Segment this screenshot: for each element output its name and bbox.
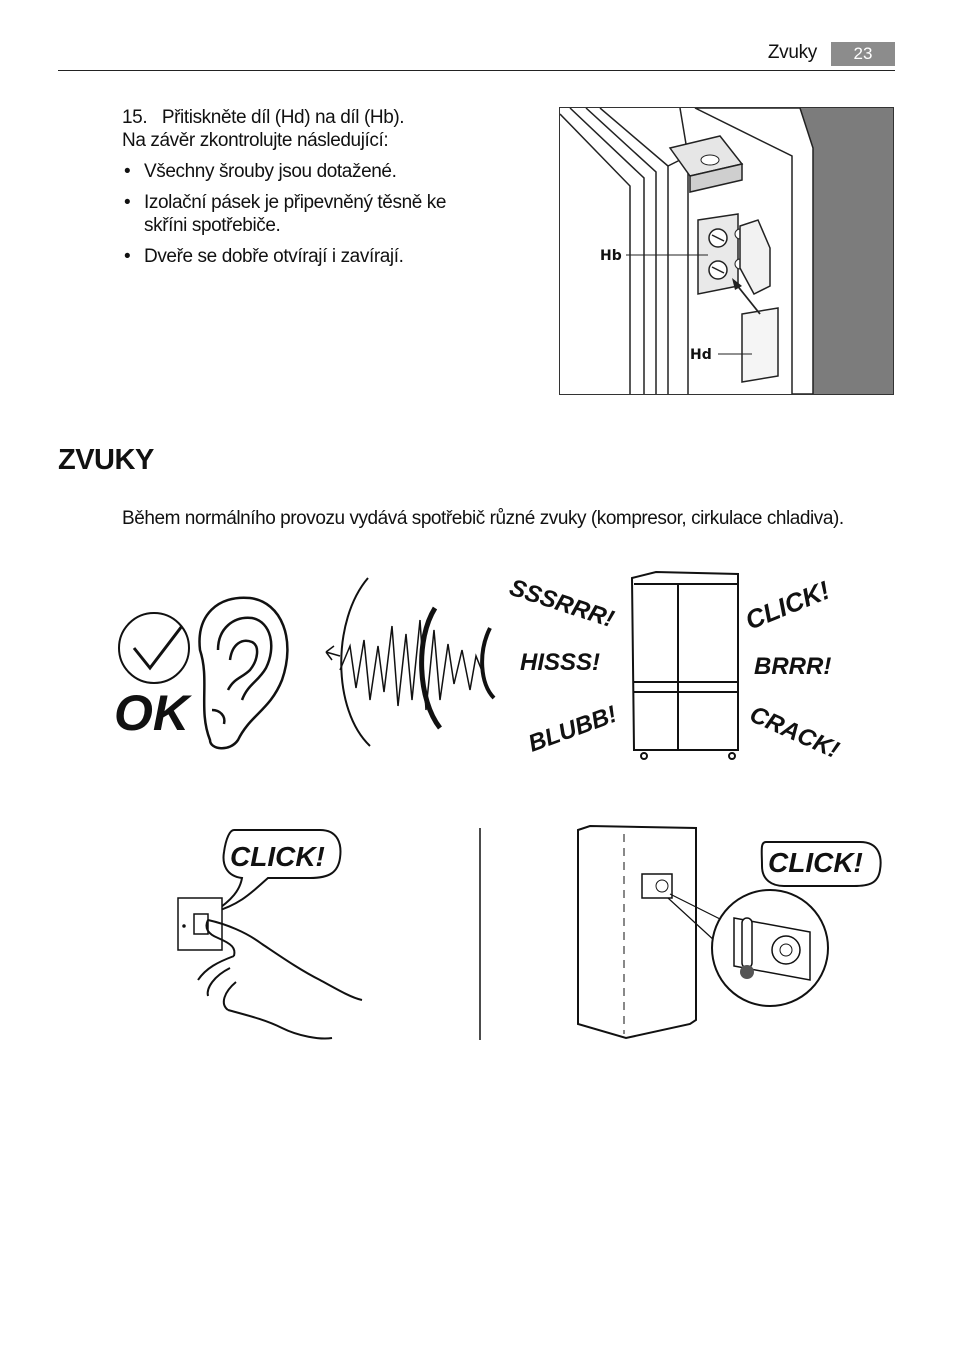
- thermostat-click-figure: [578, 826, 881, 1038]
- check-item-line: Izolační pásek je připevněný těsně ke: [144, 192, 447, 213]
- check-item-line: skříni spotřebiče.: [144, 215, 281, 236]
- sound-word: BLUBB!: [524, 700, 621, 758]
- thermometer-icon: [742, 918, 752, 968]
- thermostat-knob-icon: [772, 936, 800, 964]
- sounds-illustration: [100, 560, 860, 780]
- hinge-figure: [559, 107, 894, 395]
- ear-icon: [200, 598, 288, 749]
- switch-click-figure: [178, 830, 362, 1039]
- check-item: [122, 191, 542, 237]
- sound-wave-icon: [326, 578, 494, 746]
- wall-switch-icon: [178, 898, 222, 950]
- label-hd: Hd: [690, 347, 712, 363]
- click-bubble-text: CLICK!: [768, 847, 863, 878]
- hinge-illustration: [560, 108, 893, 394]
- check-item: • Dveře se dobře otvírají i zavírají.: [122, 245, 542, 268]
- click-illustrations: [170, 820, 890, 1050]
- label-hb: Hb: [600, 248, 622, 264]
- step-line: [122, 106, 542, 129]
- sound-word: BRRR!: [754, 653, 832, 680]
- fridge-icon: [632, 572, 738, 759]
- sound-word: SSSRRR!: [506, 574, 618, 634]
- sound-word: CLICK!: [741, 574, 834, 636]
- check-intro: Na závěr zkontrolujte následující:: [122, 130, 389, 151]
- click-bubble-text: CLICK!: [230, 841, 325, 872]
- step-block: [122, 106, 542, 268]
- section-title: ZVUKY: [58, 444, 154, 476]
- section-intro: Během normálního provozu vydává spotřebič různé zvuky (kompresor, cirkulace chladiva).: [122, 508, 844, 529]
- sound-word: HISSS!: [520, 649, 601, 676]
- step-text: Přitiskněte díl (Hd) na díl (Hb).: [161, 107, 405, 128]
- page-number: 23: [831, 42, 895, 66]
- ok-text: OK: [114, 685, 189, 741]
- check-icon: [119, 613, 189, 683]
- step-number: 15.: [122, 107, 148, 128]
- fridge-icon: [578, 826, 696, 1038]
- header-rule: [58, 70, 895, 71]
- header-section-title: Zvuky: [767, 42, 817, 63]
- check-item: • Všechny šrouby jsou dotažené.: [122, 160, 542, 183]
- sound-word: CRACK!: [745, 700, 844, 764]
